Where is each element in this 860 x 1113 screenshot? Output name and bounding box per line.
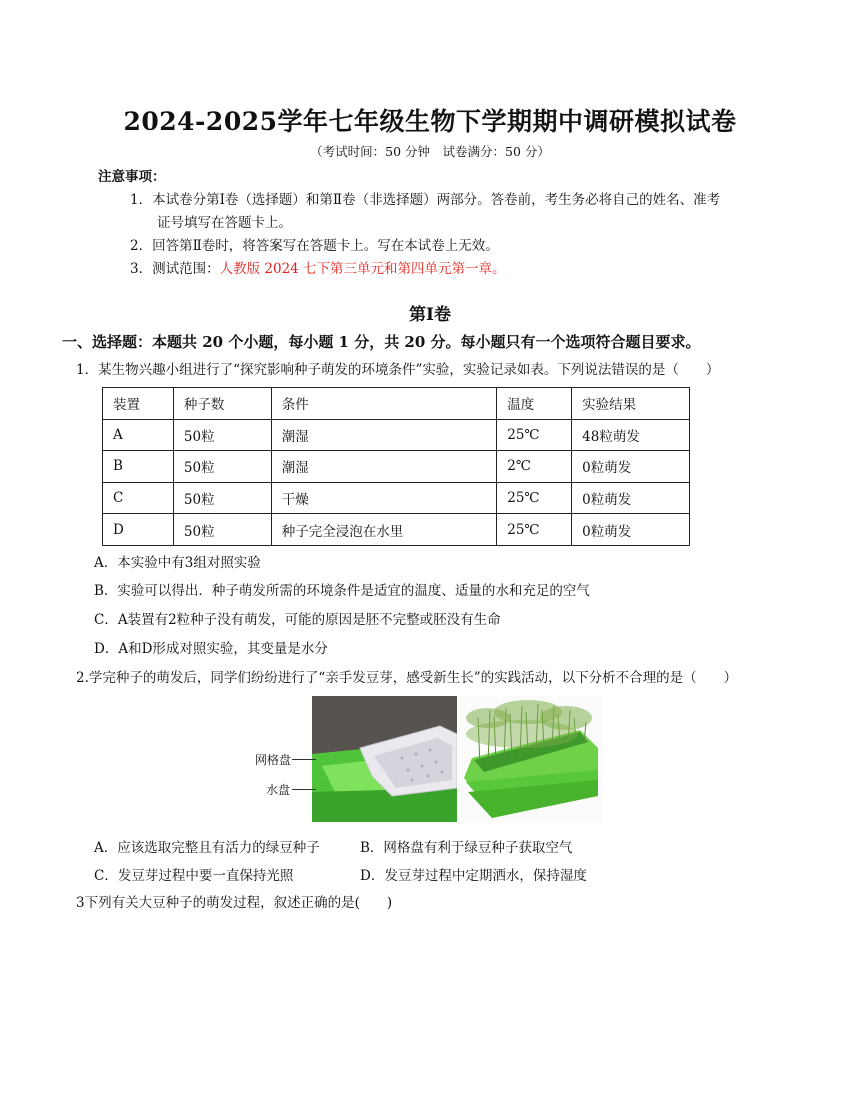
table-header-cell: 装置 xyxy=(103,388,174,420)
question-1-stem: 1．某生物兴趣小组进行了“探究影响种子萌发的环境条件”实验，实验记录如表。下列说法错误的是（ ） xyxy=(76,362,720,378)
water-tray-label: 水盘 xyxy=(266,783,291,797)
notice-item-3-prefix: 3．测试范围： xyxy=(130,261,220,277)
sprouts-photo xyxy=(458,696,602,822)
tray-illustration xyxy=(312,696,457,822)
table-cell: 0粒萌发 xyxy=(572,451,690,483)
notice-item-3 xyxy=(130,257,506,277)
tray-photo xyxy=(312,696,457,822)
question-1-option-d: D．A和D形成对照实验，其变量是水分 xyxy=(94,641,328,657)
table-cell: B xyxy=(103,451,174,483)
question-2-stem: 2.学完种子的萌发后，同学们纷纷进行了“亲手发豆芽，感受新生长”的实践活动，以下分析不合理的是（ ） xyxy=(76,670,738,686)
table-cell: D xyxy=(103,514,174,546)
table-cell: 25℃ xyxy=(497,514,572,546)
sprouts-illustration xyxy=(458,696,602,822)
table-cell: C xyxy=(103,482,174,514)
table-cell: 48粒萌发 xyxy=(572,419,690,451)
question-2-option-c: C．发豆芽过程中要一直保持光照 xyxy=(94,868,294,884)
notice-item-2: 2．回答第Ⅱ卷时，将答案写在答题卡上。写在本试卷上无效。 xyxy=(130,238,499,254)
notice-item-1-line-2: 证号填写在答题卡上。 xyxy=(157,215,292,231)
table-cell: 25℃ xyxy=(497,419,572,451)
question-3-stem: 3下列有关大豆种子的萌发过程，叙述正确的是( ) xyxy=(76,895,393,911)
question-1-option-b: B．实验可以得出．种子萌发所需的环境条件是适宜的温度、适量的水和充足的空气 xyxy=(94,583,590,599)
table-cell: 2℃ xyxy=(497,451,572,483)
water-tray-pointer xyxy=(292,789,316,790)
table-cell: 50粒 xyxy=(173,419,271,451)
notice-item-3-scope: 人教版 2024 七下第三单元和第四单元第一章。 xyxy=(219,261,506,277)
exam-subtitle: （考试时间：50 分钟 试卷满分：50 分） xyxy=(310,144,550,159)
section-title: 第Ⅰ卷 xyxy=(409,305,451,325)
notice-heading: 注意事项： xyxy=(98,169,166,185)
notice-item-1-line-1: 1．本试卷分第Ⅰ卷（选择题）和第Ⅱ卷（非选择题）两部分。答卷前，考生务必将自己的姓名、准考 xyxy=(130,192,721,208)
table-cell: 潮湿 xyxy=(271,419,497,451)
question-1-option-a: A．本实验中有3组对照实验 xyxy=(94,555,261,571)
table-cell: 潮湿 xyxy=(271,451,497,483)
table-header-row xyxy=(103,388,690,420)
table-cell: 0粒萌发 xyxy=(572,482,690,514)
grid-tray-label: 网格盘 xyxy=(255,753,292,767)
table-row xyxy=(103,482,690,514)
grid-tray-pointer xyxy=(292,759,316,760)
question-2-option-d: D．发豆芽过程中定期洒水，保持湿度 xyxy=(360,868,587,884)
table-header-cell: 种子数 xyxy=(173,388,271,420)
question-2-option-b: B．网格盘有利于绿豆种子获取空气 xyxy=(360,840,573,856)
table-row xyxy=(103,514,690,546)
table-cell: 种子完全浸泡在水里 xyxy=(271,514,497,546)
table-cell: 干燥 xyxy=(271,482,497,514)
exam-title: 2024-2025学年七年级生物下学期期中调研模拟试卷 xyxy=(123,107,737,136)
table-cell: A xyxy=(103,419,174,451)
question-2-option-a: A．应该选取完整且有活力的绿豆种子 xyxy=(94,840,320,856)
table-cell: 0粒萌发 xyxy=(572,514,690,546)
table-cell: 25℃ xyxy=(497,482,572,514)
table-row xyxy=(103,419,690,451)
table-cell: 50粒 xyxy=(173,482,271,514)
table-cell: 50粒 xyxy=(173,514,271,546)
table-cell: 50粒 xyxy=(173,451,271,483)
table-header-cell: 条件 xyxy=(271,388,497,420)
question-1-option-c: C．A装置有2粒种子没有萌发，可能的原因是胚不完整或胚没有生命 xyxy=(94,612,501,628)
part-heading: 一、选择题：本题共 20 个小题，每小题 1 分，共 20 分。每小题只有一个选项符合题目要求。 xyxy=(62,333,701,351)
table-header-cell: 实验结果 xyxy=(572,388,690,420)
table-header-cell: 温度 xyxy=(497,388,572,420)
table-row xyxy=(103,451,690,483)
experiment-table xyxy=(102,387,690,546)
